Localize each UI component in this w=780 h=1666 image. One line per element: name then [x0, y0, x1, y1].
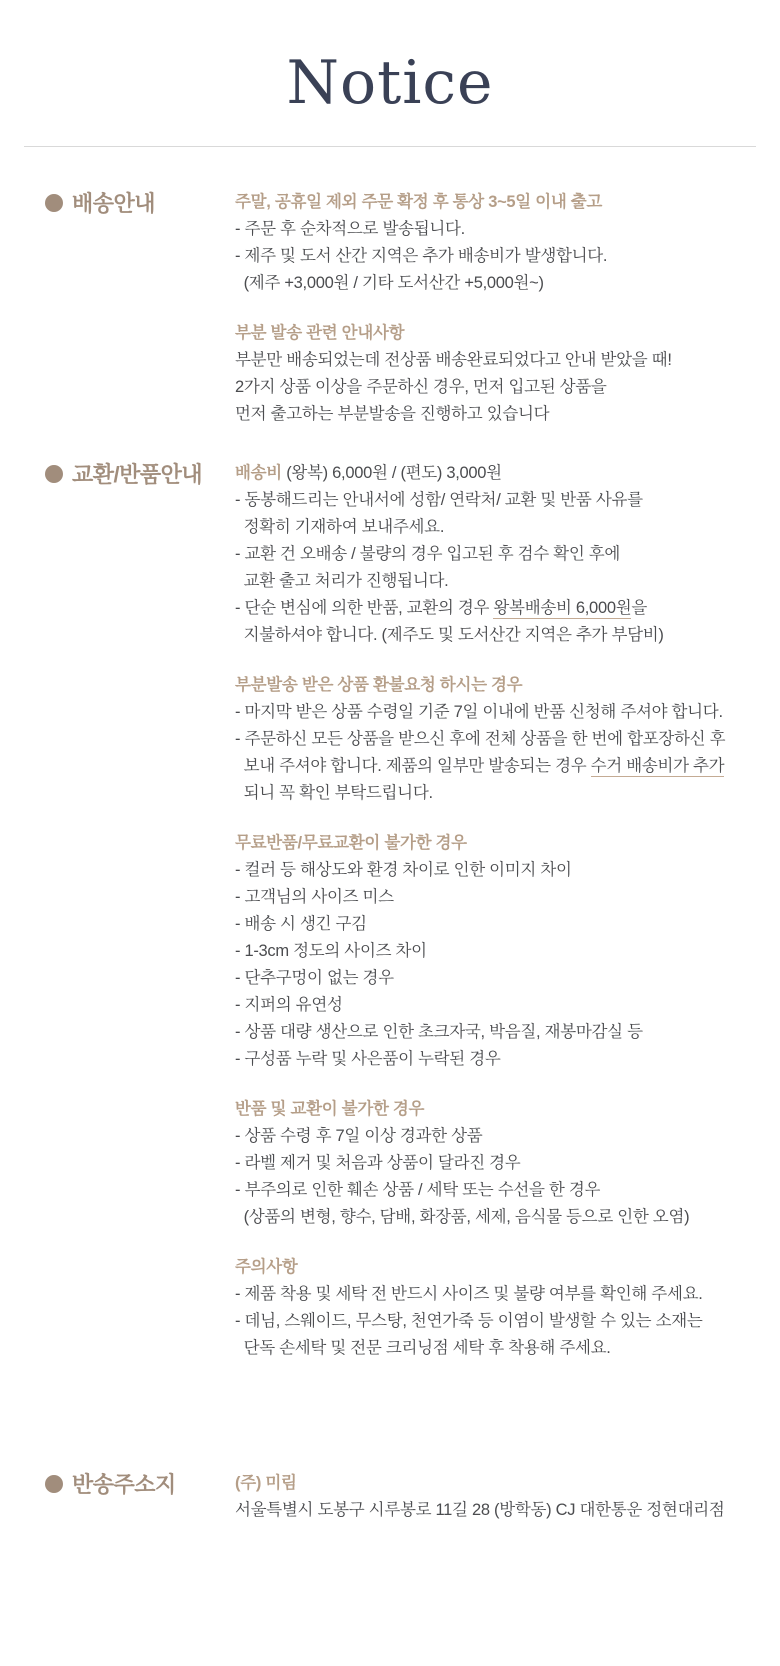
- text-line: - 배송 시 생긴 구김: [235, 915, 367, 933]
- section-bullet-icon: [45, 1475, 63, 1493]
- block-heading: [235, 1470, 740, 1497]
- underlined-text: 수거 배송비가 추가: [590, 757, 725, 775]
- title-divider: [24, 146, 756, 147]
- section-label-exchange-return-info: [0, 458, 235, 489]
- text-line: - 구성품 누락 및 사은품이 누락된 경우: [235, 1050, 501, 1068]
- text-line: - 교환 건 오배송 / 불량의 경우 입고된 후 검수 확인 후에: [235, 545, 621, 563]
- block-heading-main: 무료반품/무료교환이 불가한 경우: [235, 834, 467, 852]
- section-label-text: 배송안내: [72, 191, 156, 216]
- text-line: - 부주의로 인한 훼손 상품 / 세탁 또는 수선을 한 경우: [235, 1181, 601, 1199]
- page-title: Notice: [286, 48, 494, 118]
- text-line: 서울특별시 도봉구 시루봉로 11길 28 (방학동) CJ 대한통운 정현대리점: [235, 1501, 725, 1519]
- text-line: - 컬러 등 해상도와 환경 차이로 인한 이미지 차이: [235, 861, 572, 879]
- section-content-return-address: [235, 1468, 780, 1524]
- block-heading-main: 부분발송 받은 상품 환불요청 하시는 경우: [235, 676, 523, 694]
- section-label-text: 교환/반품안내: [72, 462, 203, 487]
- text-line: 2가지 상품 이상을 주문하신 경우, 먼저 입고된 상품을: [235, 378, 607, 396]
- block-heading: [235, 320, 740, 347]
- block-heading: [235, 1254, 740, 1281]
- section-bullet-icon: [45, 465, 63, 483]
- info-block: [235, 1470, 740, 1524]
- text-line: - 주문 후 순차적으로 발송됩니다.: [235, 220, 465, 238]
- text-line: - 1-3cm 정도의 사이즈 차이: [235, 942, 427, 960]
- section-label-text: 반송주소지: [72, 1472, 176, 1497]
- text-segment: 보내 주셔야 합니다. 제품의 일부만 발송되는 경우: [235, 757, 591, 775]
- text-line: 지불하셔야 합니다. (제주도 및 도서산간 지역은 추가 부담비): [235, 626, 664, 644]
- text-line: - 단추구멍이 없는 경우: [235, 969, 394, 987]
- section-exchange-return-info: [0, 458, 780, 1432]
- text-line: - 주문하신 모든 상품을 받으신 후에 전체 상품을 한 번에 합포장하신 후: [235, 730, 726, 748]
- block-heading-main: 배송비: [235, 464, 282, 482]
- info-block: [235, 320, 740, 428]
- section-label-return-address: [0, 1468, 235, 1499]
- text-line: - 동봉해드리는 안내서에 성함/ 연락처/ 교환 및 반품 사유를: [235, 491, 643, 509]
- text-line: - 제품 착용 및 세탁 전 반드시 사이즈 및 불량 여부를 확인해 주세요.: [235, 1285, 703, 1303]
- text-line: 먼저 출고하는 부분발송을 진행하고 있습니다: [235, 405, 550, 423]
- sections: [0, 187, 780, 1524]
- text-line: 교환 출고 처리가 진행됩니다.: [235, 572, 449, 590]
- info-block: [235, 189, 740, 297]
- text-line: - 상품 대량 생산으로 인한 초크자국, 박음질, 재봉마감실 등: [235, 1023, 643, 1041]
- block-heading: [235, 672, 740, 699]
- text-line: - 고객님의 사이즈 미스: [235, 888, 394, 906]
- info-block: [235, 1254, 740, 1362]
- block-heading: [235, 189, 740, 216]
- text-line: - 데님, 스웨이드, 무스탕, 천연가죽 등 이염이 발생할 수 있는 소재는: [235, 1312, 703, 1330]
- section-bullet-icon: [45, 194, 63, 212]
- text-line: [235, 753, 740, 780]
- block-heading: [235, 1096, 740, 1123]
- section-content-shipping-info: [235, 187, 780, 428]
- underlined-text: 왕복배송비 6,000원: [493, 599, 632, 617]
- text-line: - 마지막 받은 상품 수령일 기준 7일 이내에 반품 신청해 주셔야 합니다.: [235, 703, 723, 721]
- text-line: 단독 손세탁 및 전문 크리닝점 세탁 후 착용해 주세요.: [235, 1339, 611, 1357]
- block-heading-main: 주말, 공휴일 제외 주문 확정 후 통상 3~5일 이내 출고: [235, 193, 603, 211]
- text-line: - 라벨 제거 및 처음과 상품이 달라진 경우: [235, 1154, 521, 1172]
- text-line: 부분만 배송되었는데 전상품 배송완료되었다고 안내 받았을 때!: [235, 351, 672, 369]
- text-line: 정확히 기재하여 보내주세요.: [235, 518, 445, 536]
- block-heading-main: 부분 발송 관련 안내사항: [235, 324, 405, 342]
- section-content-exchange-return-info: [235, 458, 780, 1432]
- block-heading: [235, 830, 740, 857]
- info-block: [235, 460, 740, 649]
- section-shipping-info: [0, 187, 780, 428]
- block-heading: [235, 460, 740, 487]
- section-label-shipping-info: [0, 187, 235, 218]
- block-heading-main: 반품 및 교환이 불가한 경우: [235, 1100, 425, 1118]
- info-block: [235, 672, 740, 807]
- text-segment: 을: [631, 599, 647, 617]
- block-heading-main: (주) 미림: [235, 1474, 297, 1492]
- block-heading-suffix: (왕복) 6,000원 / (편도) 3,000원: [281, 464, 502, 482]
- block-heading-main: 주의사항: [235, 1258, 298, 1276]
- text-line: 되니 꼭 확인 부탁드립니다.: [235, 784, 433, 802]
- text-line: - 지퍼의 유연성: [235, 996, 343, 1014]
- text-line: (상품의 변형, 향수, 담배, 화장품, 세제, 음식물 등으로 인한 오염): [235, 1208, 690, 1226]
- section-return-address: [0, 1468, 780, 1524]
- info-block: [235, 1096, 740, 1231]
- text-line: [235, 595, 740, 622]
- text-line: (제주 +3,000원 / 기타 도서산간 +5,000원~): [235, 274, 544, 292]
- text-line: - 상품 수령 후 7일 이상 경과한 상품: [235, 1127, 483, 1145]
- text-segment: - 단순 변심에 의한 반품, 교환의 경우: [235, 599, 494, 617]
- info-block: [235, 830, 740, 1073]
- text-line: - 제주 및 도서 산간 지역은 추가 배송비가 발생합니다.: [235, 247, 608, 265]
